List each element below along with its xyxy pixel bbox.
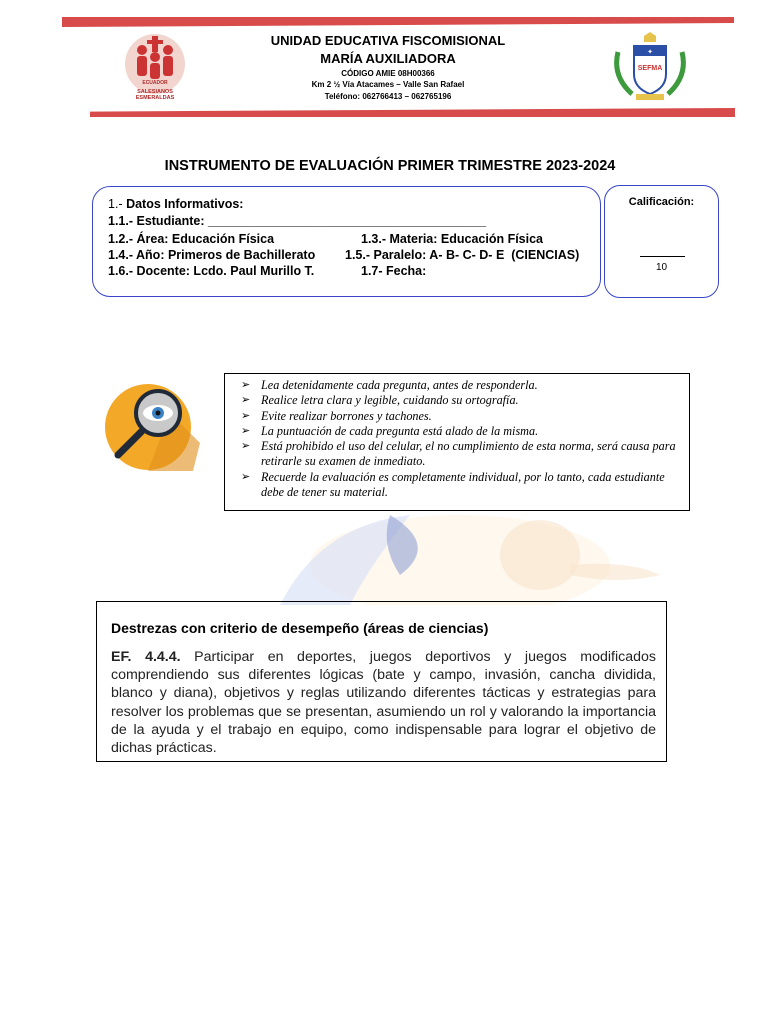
grade-max: 10 [655,262,668,273]
grade-input-line[interactable] [640,256,685,257]
skills-code: EF. 4.4.4. [111,649,181,665]
school-address: Km 2 ½ Vía Atacames – Valle San Rafael [311,80,465,89]
school-name: UNIDAD EDUCATIVA FISCOMISIONAL [270,33,506,48]
svg-text:SEFMA: SEFMA [637,65,663,72]
instruction-item: ➢ Recuerde la evaluación es completamente individual, por lo tanto, cada estudiante debe de tener su material. [241,469,665,500]
instruction-item: ➢ Lea detenidamente cada pregunta, antes de responderla. [241,378,538,392]
skills-text: Participar en deportes, juegos deportivos y juegos modificados comprendiendo sus diferentes lógicas (bate y campo, invasión, cancha dividida, blanco y diana), objetivos y reglas utilizando diferentes tácticas y estrategias para resolver los problemas que se presentan, asumiendo un rol y valorando la importancia de la ayuda y el trabajo en equipo, como indispensable para lograr el objetivo de dichas prácticas. [111,649,657,757]
info-box [92,186,601,297]
header-band-top [62,17,734,27]
student-field[interactable]: 1.1.- Estudiante: ________________________________________ [108,214,487,228]
skills-title: Destrezas con criterio de desempeño (áreas de ciencias) [111,620,489,636]
arrow-bullet-icon: ➢ [241,470,251,483]
date-field[interactable]: 1.7- Fecha: [361,264,427,278]
arrow-bullet-icon: ➢ [241,440,251,453]
grade-label: Calificación: [628,196,695,208]
amie-code: CÓDIGO AMIE 08H00366 [341,69,435,78]
arrow-bullet-icon: ➢ [241,394,251,407]
area-field: 1.2.- Área: Educación Física [108,232,275,246]
document-title: INSTRUMENTO DE EVALUACIÓN PRIMER TRIMESTRE 2023-2024 [164,158,616,174]
instructions-list [239,378,681,500]
header-band-bottom [90,108,735,117]
arrow-bullet-icon: ➢ [241,379,251,391]
instruction-item: ➢ Está prohibido el uso del celular, el no cumplimiento de esta norma, será causa para retirarle su examen de inmediato. [241,439,676,469]
skills-description [111,648,656,757]
school-name-line2: MARÍA AUXILIADORA [320,51,456,66]
instruction-item: ➢ Evite realizar borrones y tachones. [241,408,432,423]
salesianos-logo-caption: ECUADOR SALESIANOS ESMERALDAS [135,80,175,101]
arrow-bullet-icon: ➢ [241,424,251,437]
instructions-box [224,373,690,511]
school-phone: Teléfono: 062766413 – 062765196 [324,92,452,101]
parallel-field: 1.5.- Paralelo: A- B- C- D- E (CIENCIAS) [345,248,580,262]
info-heading: 1.- Datos Informativos: [108,197,244,211]
sefma-crest-logo [610,32,690,104]
svg-text:✦: ✦ [647,49,653,56]
grade-box [604,185,719,298]
teacher-field: 1.6.- Docente: Lcdo. Paul Murillo T. [108,264,315,278]
instruction-item: ➢ La puntuación de cada pregunta está alado de la misma. [241,423,539,438]
instruction-item: ➢ Realice letra clara y legible, cuidando su ortografía. [241,393,519,408]
year-field: 1.4.- Año: Primeros de Bachillerato [108,248,316,262]
skills-box [96,601,667,762]
religious-watermark [240,505,680,605]
magnifier-eye-icon [98,383,200,471]
arrow-bullet-icon: ➢ [241,409,251,422]
subject-field: 1.3.- Materia: Educación Física [361,232,544,246]
